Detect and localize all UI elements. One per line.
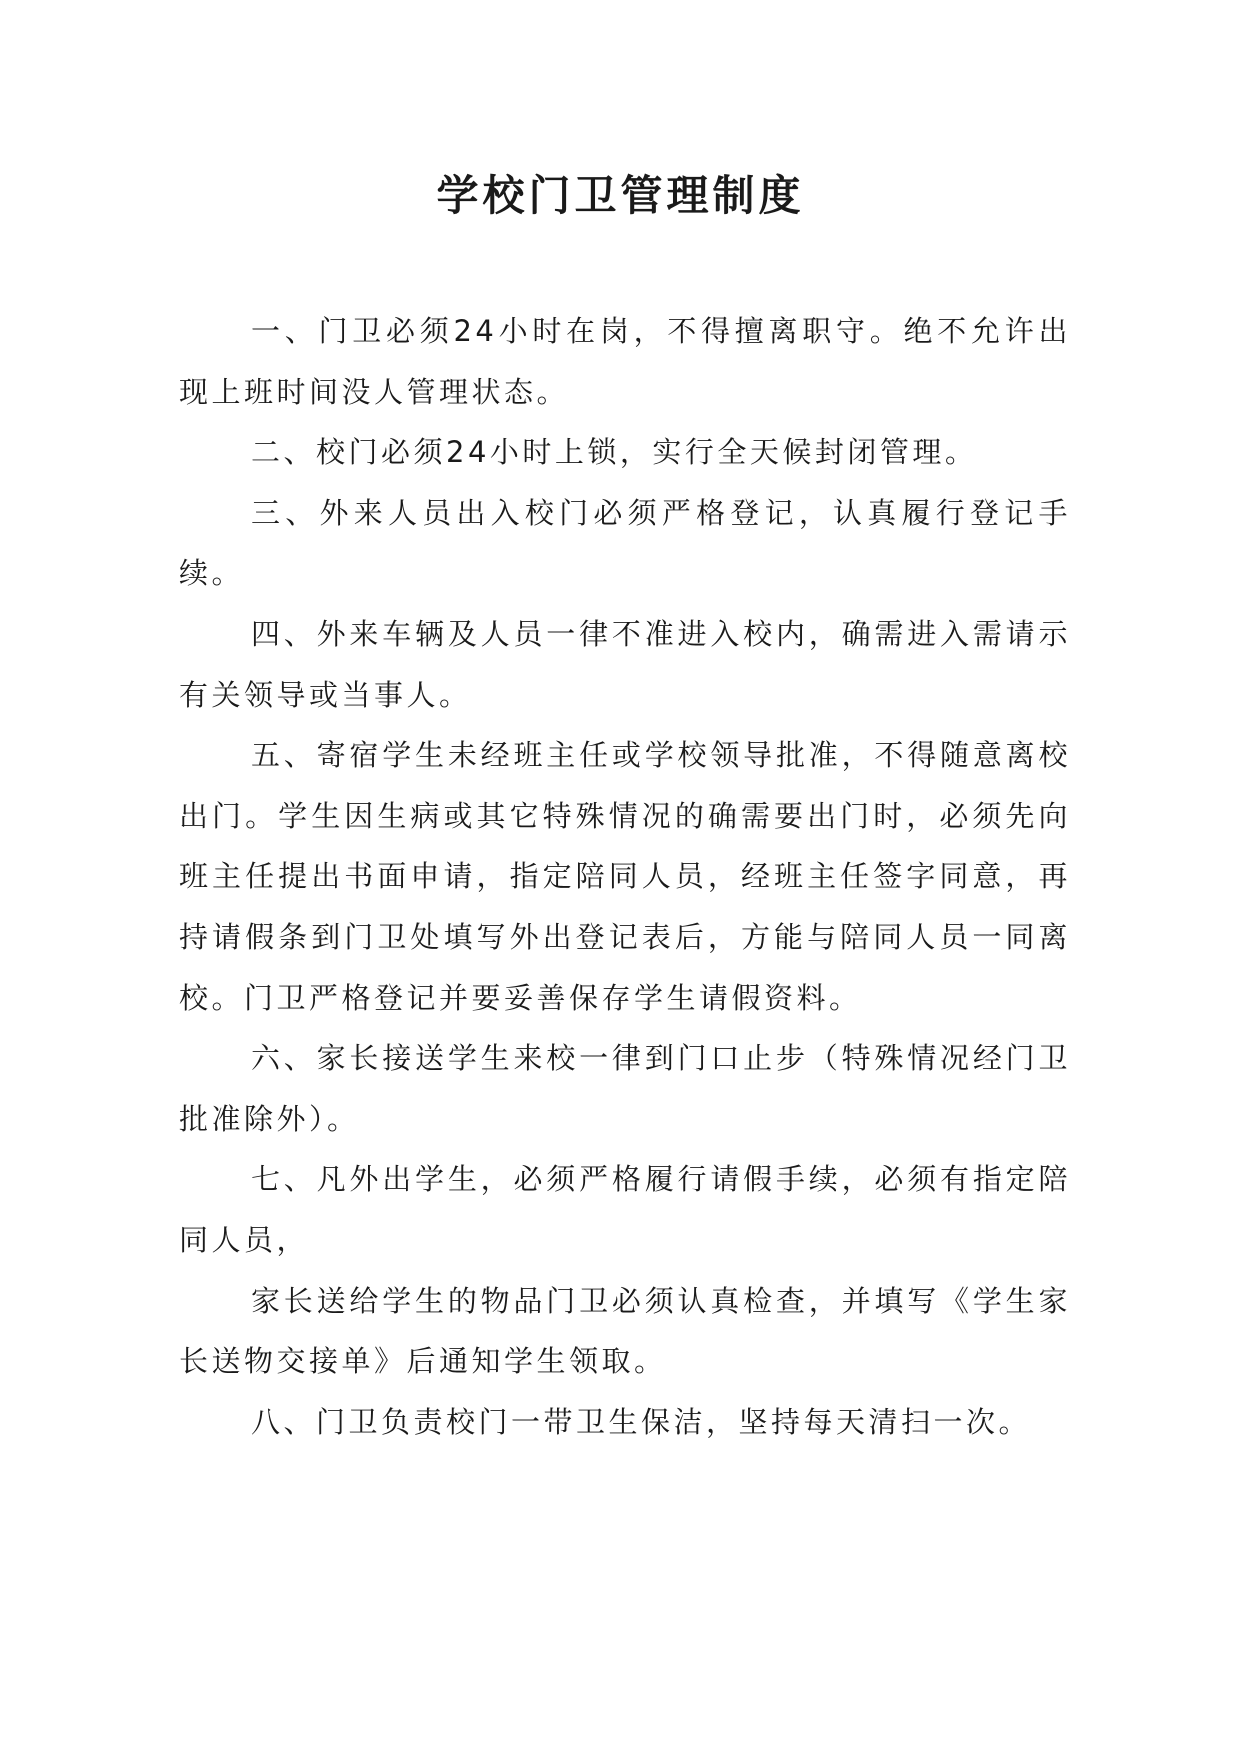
rule-paragraph-1: 一、门卫必须24小时在岗，不得擅离职守。绝不允许出现上班时间没人管理状态。 <box>179 314 1071 409</box>
rule-paragraph-6: 六、家长接送学生来校一律到门口止步（特殊情况经门卫批准除外）。 <box>179 1041 1071 1136</box>
document-body <box>179 301 1071 1452</box>
rule-paragraph-2: 二、校门必须24小时上锁，实行全天候封闭管理。 <box>251 435 978 470</box>
rule-paragraph-7: 七、凡外出学生，必须严格履行请假手续，必须有指定陪同人员， <box>179 1162 1071 1257</box>
rule-paragraph-8: 八、门卫负责校门一带卫生保洁，坚持每天清扫一次。 <box>251 1404 1032 1439</box>
rule-paragraph-7-continued: 家长送给学生的物品门卫必须认真检查，并填写《学生家长送物交接单》后通知学生领取。 <box>179 1283 1071 1379</box>
document-title: 学校门卫管理制度 <box>436 171 805 220</box>
rule-paragraph-4: 四、外来车辆及人员一律不准进入校内，确需进入需请示有关领导或当事人。 <box>179 616 1071 712</box>
rule-paragraph-5: 五、寄宿学生未经班主任或学校领导批准，不得随意离校出门。学生因生病或其它特殊情况的确需要出门时，必须先向班主任提出书面申请，指定陪同人员，经班主任签字同意，再持请假条到门卫处填写外出登记表后，方能与陪同人员一同离校。门卫严格登记并要妥善保存学生请假资料。 <box>179 738 1071 1015</box>
rule-paragraph-3: 三、外来人员出入校门必须严格登记，认真履行登记手续。 <box>179 495 1071 591</box>
